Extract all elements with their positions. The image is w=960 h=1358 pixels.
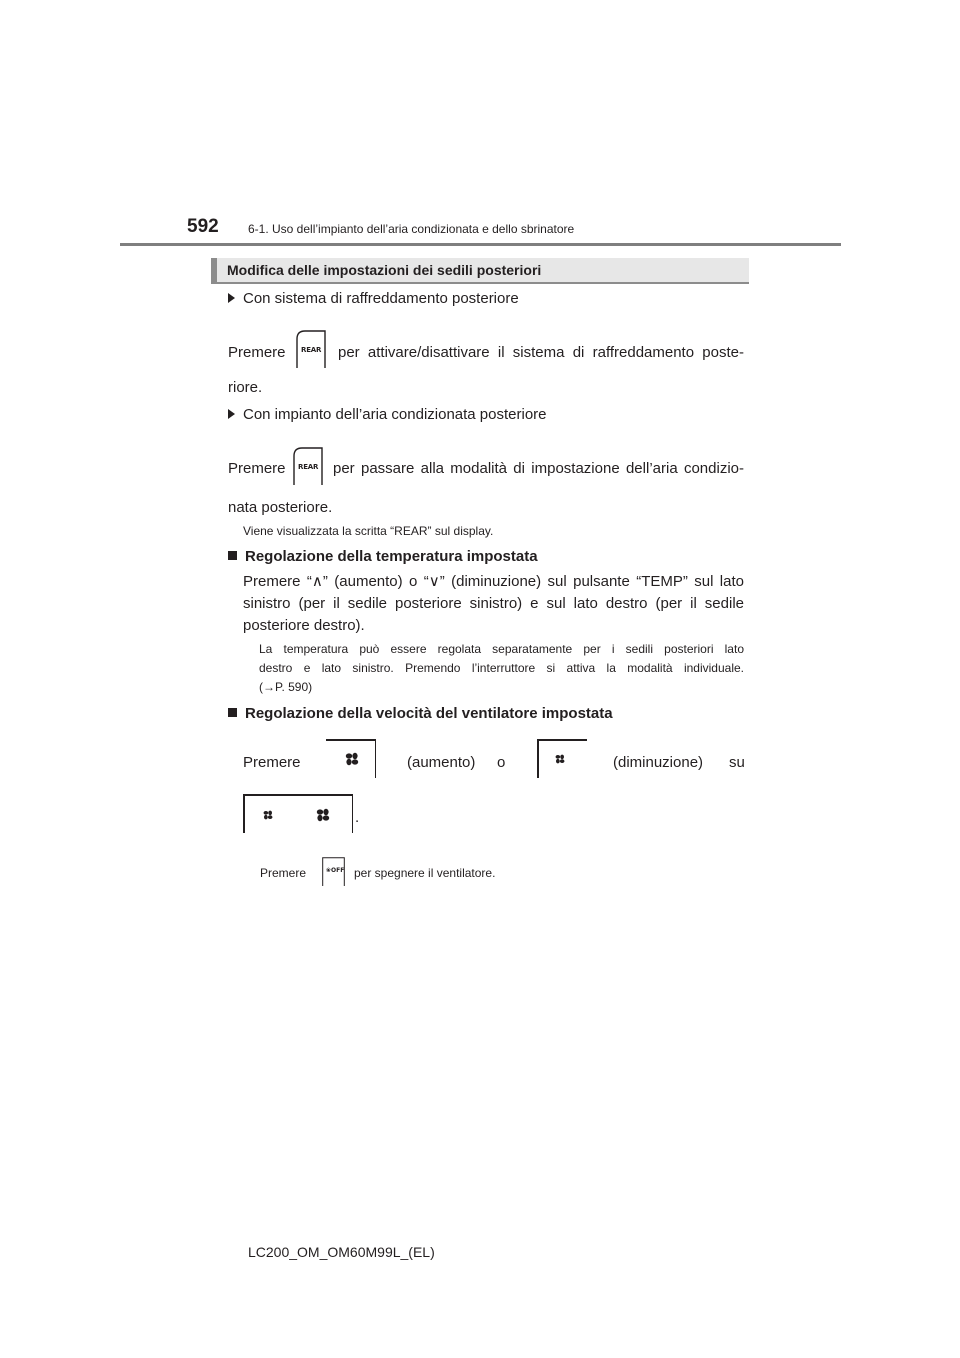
rear-button-icon [293,447,323,485]
temperature-text-line1: Premere “∧” (aumento) o “∨” (diminuzione) sul pulsante “TEMP” sul lato [243,573,744,590]
document-code: LC200_OM_OM60M99L_(EL) [248,1244,435,1260]
section-accent [211,258,217,282]
section-title: Modifica delle impostazioni dei sedili posteriori [227,262,542,278]
rear-cooling-heading: Con sistema di raffreddamento posteriore [228,287,519,311]
fan-speed-heading: Regolazione della velocità del ventilatore impostata [228,702,613,726]
rear-cooling-premere: Premere [228,344,286,361]
section-path: 6-1. Uso dell’impianto dell’aria condizionata e dello sbrinatore [248,222,575,236]
fan-small-icon [263,810,273,820]
rear-ac-text-line2: nata posteriore. [228,499,333,516]
fan-large-icon [345,752,359,766]
fan-off-label: ❀OFF [326,867,345,874]
temperature-heading: Regolazione della temperatura impostata [228,545,538,569]
rear-ac-text: per passare alla modalità di impostazione dell’aria condizio- [333,460,744,477]
square-bullet-icon [228,708,237,717]
fan-down-button-icon [537,739,587,778]
rear-button-label: REAR [301,346,322,354]
fan-small-icon [555,754,565,764]
temperature-text-line3: posteriore destro). [243,617,365,634]
fan-off-premere: Premere [260,866,307,880]
rear-ac-premere: Premere [228,460,286,477]
fan-diminuzione: (diminuzione) [613,754,704,771]
fan-off-text: per spegnere il ventilatore. [354,866,496,880]
temperature-text-line2: sinistro (per il sedile posteriore sinistro) e sul lato destro (per il sedile [243,595,744,612]
fan-speed-button-icon [243,794,353,833]
rear-ac-heading: Con impianto dell’aria condizionata posteriore [228,403,547,427]
triangle-bullet-icon [228,409,235,419]
fan-aumento: (aumento) [407,754,476,771]
triangle-bullet-icon [228,293,235,303]
rear-cooling-text: per attivare/disattivare il sistema di raffreddamento poste- [338,344,744,361]
page-number: 592 [187,216,219,237]
section-title-bar [211,258,749,284]
fan-up-button-icon [326,739,376,778]
temperature-note-line1: La temperatura può essere regolata separatamente per i sedili posteriori lato [259,642,744,656]
fan-off-button-icon [322,857,345,886]
rear-ac-note: Viene visualizzata la scritta “REAR” sul display. [243,524,494,538]
temperature-note-line3: (→P. 590) [259,680,313,694]
fan-o: o [497,754,506,771]
rear-button-icon [296,330,326,368]
header-divider [120,243,841,246]
rear-cooling-text-line2: riore. [228,379,263,396]
temperature-note-line2: destro e lato sinistro. Premendo l’interruttore si attiva la modalità individuale. [259,661,744,675]
fan-su: su [729,754,745,771]
fan-large-icon [316,808,330,822]
rear-button-label: REAR [298,463,319,471]
fan-period: . [355,809,360,826]
square-bullet-icon [228,551,237,560]
fan-premere: Premere [243,754,301,771]
